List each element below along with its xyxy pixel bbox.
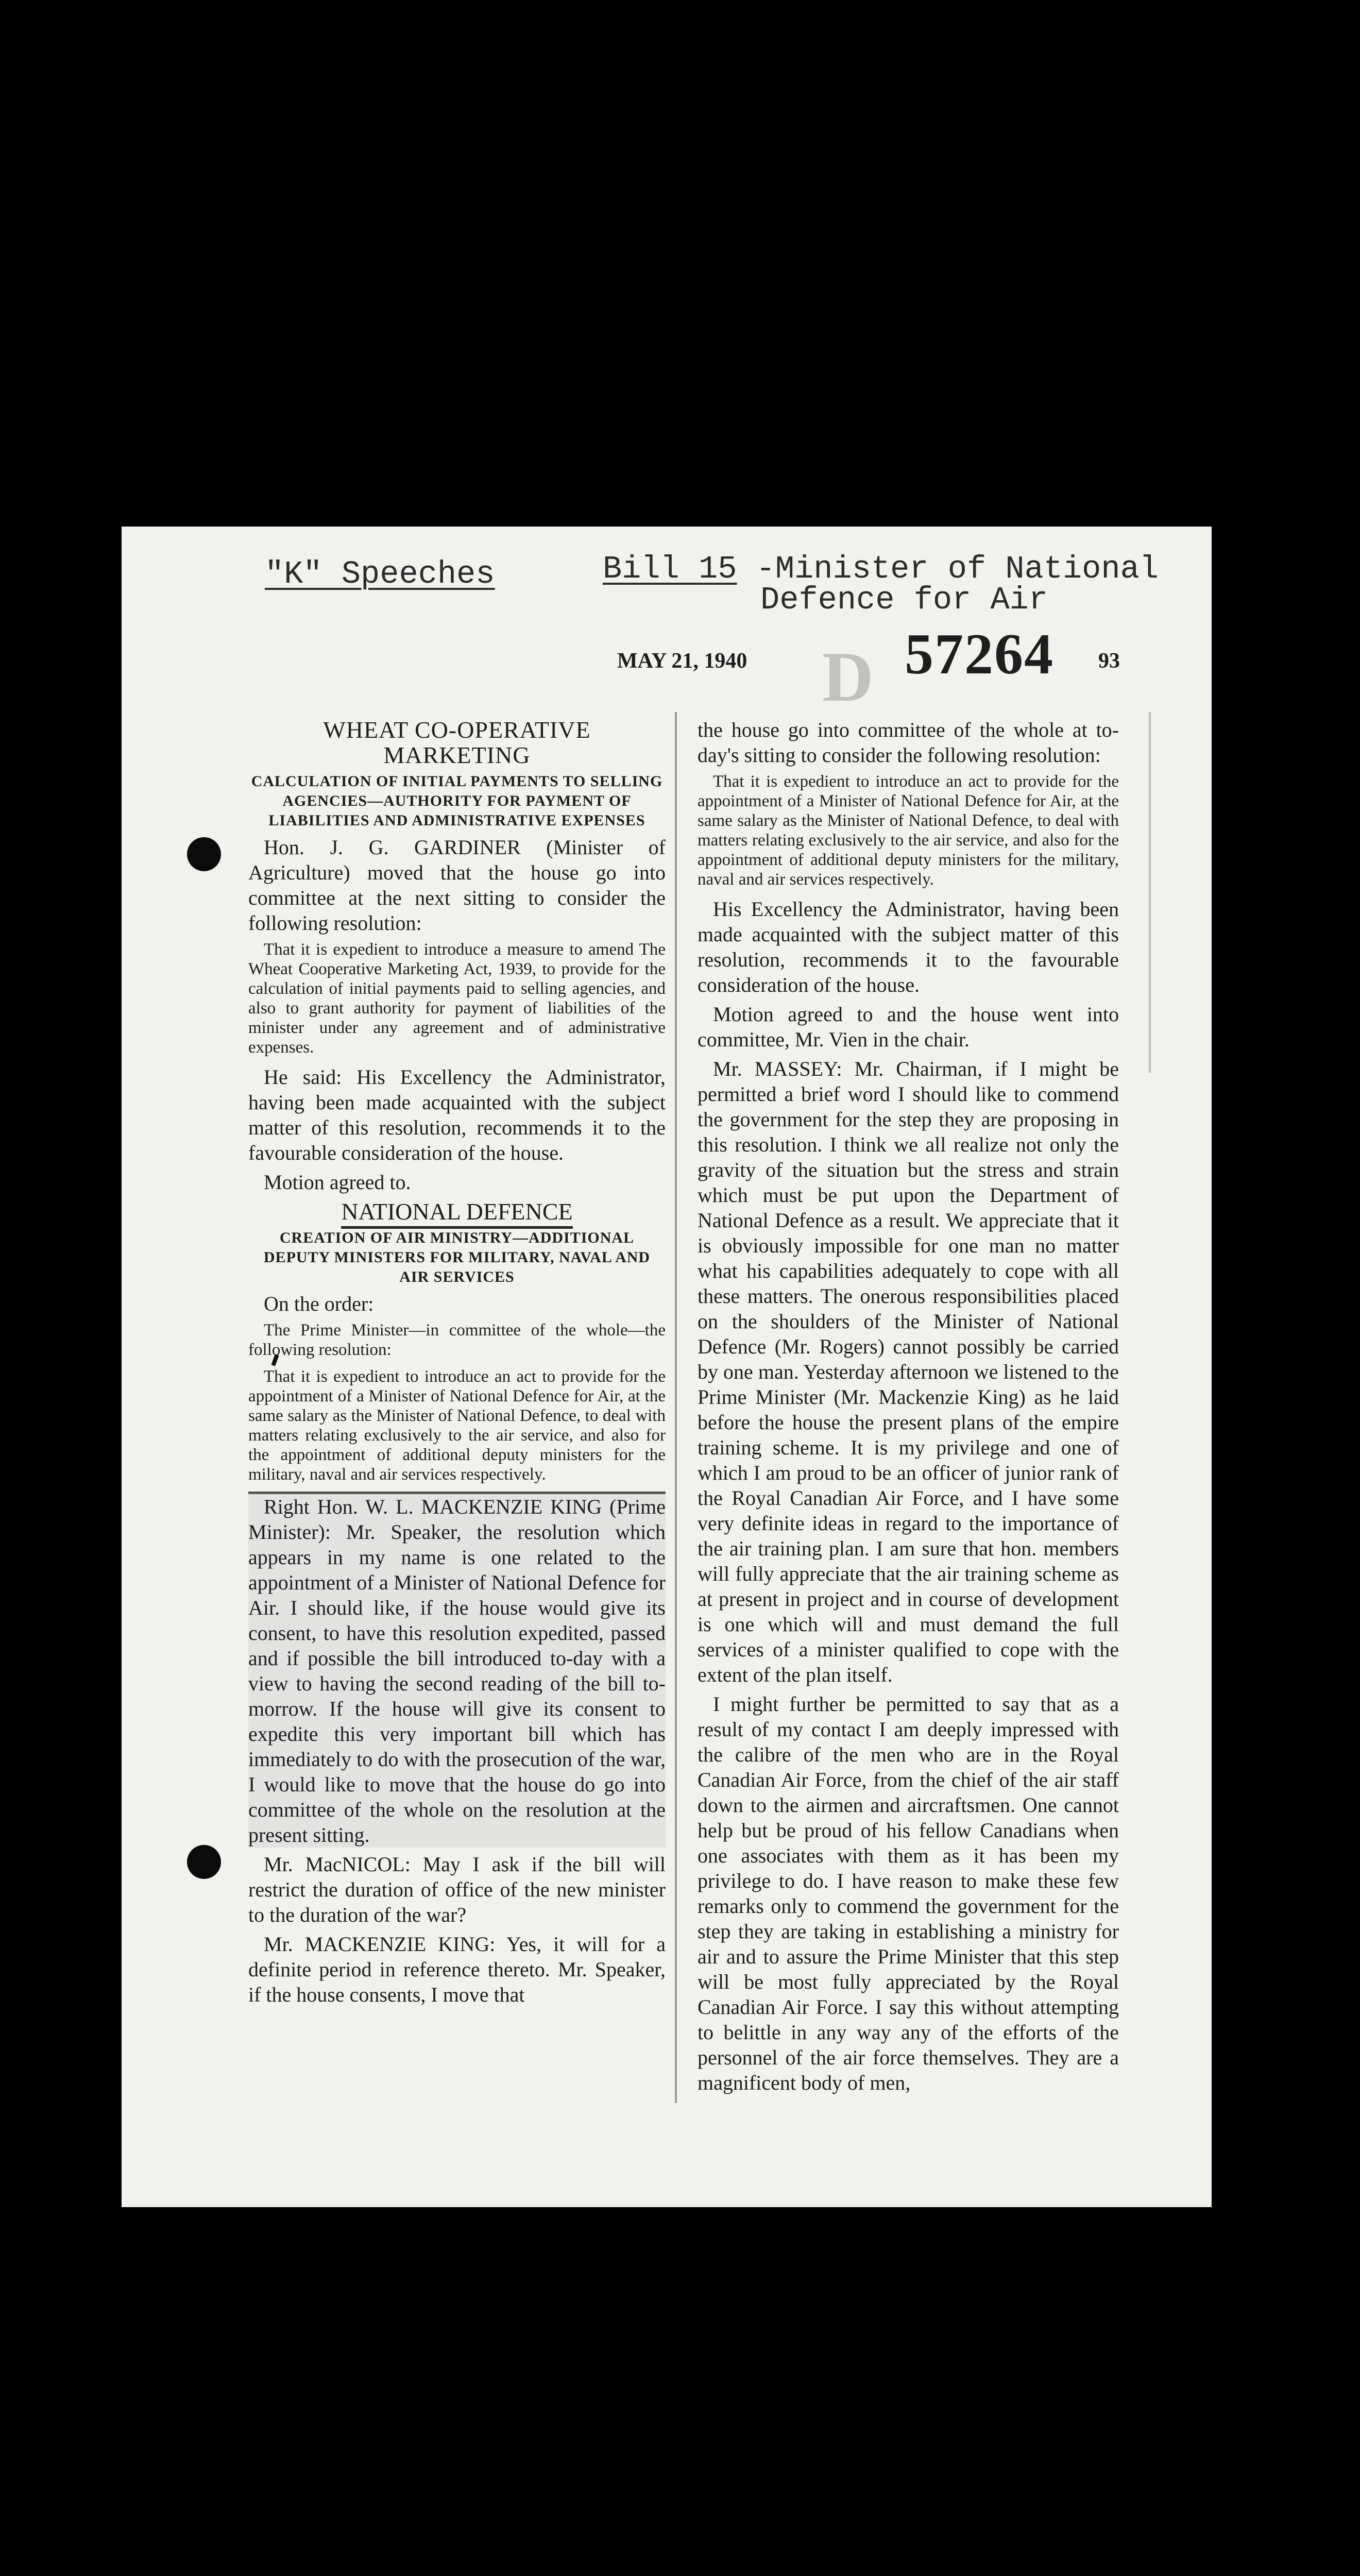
punch-hole-top — [187, 837, 221, 871]
bill-title-line1 — [603, 553, 1159, 585]
document-page — [122, 527, 1212, 2207]
on-the-order: On the order: — [264, 1292, 374, 1315]
section-subhead-wheat: CALCULATION OF INITIAL PAYMENTS TO SELLING AGENCIES—AUTHORITY FOR PAYMENT OF LIABILITIES AND ADMINISTRATIVE EXPENSES — [251, 773, 663, 829]
margin-line — [1149, 712, 1151, 1073]
defence-resolution: That it is expedient to introduce an act to provide for the appointment of a Minister of National Defence for Air, at the same salary as the Minister of National Defence, to deal with matters relating exclusively to the air service, and also for the appointment of additional deputy ministers for the military, naval and air services respectively. — [248, 1367, 666, 1484]
k-speeches-label: "K" Speeches — [265, 556, 495, 592]
gardiner-paragraph: Hon. J. G. GARDINER (Minister of Agriculture) moved that the house go into committee at the next sitting to consider the following resolution: — [248, 836, 666, 935]
administrator-recommendation: His Excellency the Administrator, having been made acquainted with the subject matter of this resolution, recommends it to the favourable consideration of the house. — [698, 897, 1119, 996]
mackenzie-king-reply: Mr. MACKENZIE KING: Yes, it will for a definite period in reference thereto. Mr. Speaker, if the house consents, I move that — [248, 1933, 666, 2006]
defence-title: NATIONAL DEFENCE — [341, 1198, 572, 1229]
page-number: 93 — [1098, 649, 1120, 673]
motion-committee: Motion agreed to and the house went into committee, Mr. Vien in the chair. — [698, 1003, 1119, 1051]
section-heading-defence — [248, 1199, 666, 1224]
prime-minister-committee: The Prime Minister—in committee of the whole—the following resolution: — [248, 1321, 666, 1359]
bill-title-line2: Defence for Air — [760, 582, 1048, 618]
column-divider — [675, 712, 677, 2103]
section-subhead-defence: CREATION OF AIR MINISTRY—ADDITIONAL DEPUTY MINISTERS FOR MILITARY, NAVAL AND AIR SERVICES — [263, 1229, 651, 1285]
administrator-paragraph: He said: His Excellency the Administrator, having been made acquainted with the subject matter of this resolution, recommends it to the favourable consideration of the house. — [248, 1065, 666, 1164]
section-heading-wheat: WHEAT CO-OPERATIVE MARKETING — [323, 717, 591, 768]
massey-continuation: I might further be permitted to say that as a result of my contact I am deeply impressed with the calibre of the men who are in the Royal Canadian Air Force, from the chief of the air staff down to the airmen and aircraftsmen. One cannot help but be proud of his fellow Canadians when one associates with them as it has been my privilege to do. I have reason to make these few remarks only to commend the government for the step they are taking in establishing a ministry for air and to assure the Prime Minister that this step will be most fully appreciated by the Royal Canadian Air Force. I say this without attempting to belittle in any way any of the efforts of the personnel of the air force themselves. They are a magnificent body of men, — [698, 1692, 1119, 2094]
air-resolution: That it is expedient to introduce an act to provide for the appointment of a Minister of National Defence for Air, at the same salary as the Minister of National Defence, to deal with matters relating exclusively to the air service, and also for the appointment of additional deputy ministers for the military, naval and air services respectively. — [698, 772, 1119, 889]
right-column — [698, 717, 1119, 2099]
stamp-letter: D — [822, 637, 874, 716]
bill-number: Bill 15 — [603, 551, 737, 587]
motion-agreed: Motion agreed to. — [264, 1171, 411, 1194]
macnicol-question: Mr. MacNICOL: May I ask if the bill will restrict the duration of office of the new minister to the duration of the war? — [248, 1853, 666, 1926]
punch-hole-bottom — [187, 1845, 221, 1879]
left-column — [248, 717, 666, 2011]
bill-title-rest: -Minister of National — [737, 551, 1159, 587]
committee-continuation: the house go into committee of the whole at to-day's sitting to consider the following resolution: — [698, 718, 1119, 767]
wheat-resolution: That it is expedient to introduce a measure to amend The Wheat Cooperative Marketing Act, 1939, to provide for the calculation of initial payments paid to selling agencies, and also to grant authority for payment of liabilities of the minister under any agreement and of administrative expenses. — [248, 940, 666, 1057]
massey-speech: Mr. MASSEY: Mr. Chairman, if I might be permitted a brief word I should like to commend the government for the step they are proposing in this resolution. I think we all realize not only the gravity of the situation but the stress and strain which must be put upon the Department of National Defence as a result. We appreciate that it is obviously impossible for one man no matter what his capabilities adequately to cope with all these matters. The onerous responsibilities placed on the shoulders of the Minister of National Defence (Mr. Rogers) cannot possibly be carried by one man. Yesterday afternoon we listened to the Prime Minister (Mr. Mackenzie King) as he laid before the house the present plans of the empire training scheme. It is my privilege and one of which I am proud to be an officer of junior rank of the Royal Canadian Air Force, and I have some very definite ideas in regard to the importance of the air training plan. I am sure that hon. members will fully appreciate that the air training scheme as at present in project and in course of development is one which will and must demand the full services of a minister qualified to cope with the extent of the plan itself. — [698, 1057, 1119, 1686]
stamp-number: 57264 — [905, 622, 1054, 686]
mackenzie-king-speech: Right Hon. W. L. MACKENZIE KING (Prime Minister): Mr. Speaker, the resolution which appears in my name is one related to the appointment of a Minister of National Defence for Air. I should like, if the house would give its consent, to have this resolution expedited, passed and if possible the bill introduced to-day with a view to having the second reading of the bill to-morrow. If the house will give its consent to expedite this very important bill which has immediately to do with the prosecution of the war, I would like to move that the house do go into committee of the whole on the resolution at the present sitting. — [248, 1492, 666, 1848]
page-date: MAY 21, 1940 — [617, 649, 747, 673]
